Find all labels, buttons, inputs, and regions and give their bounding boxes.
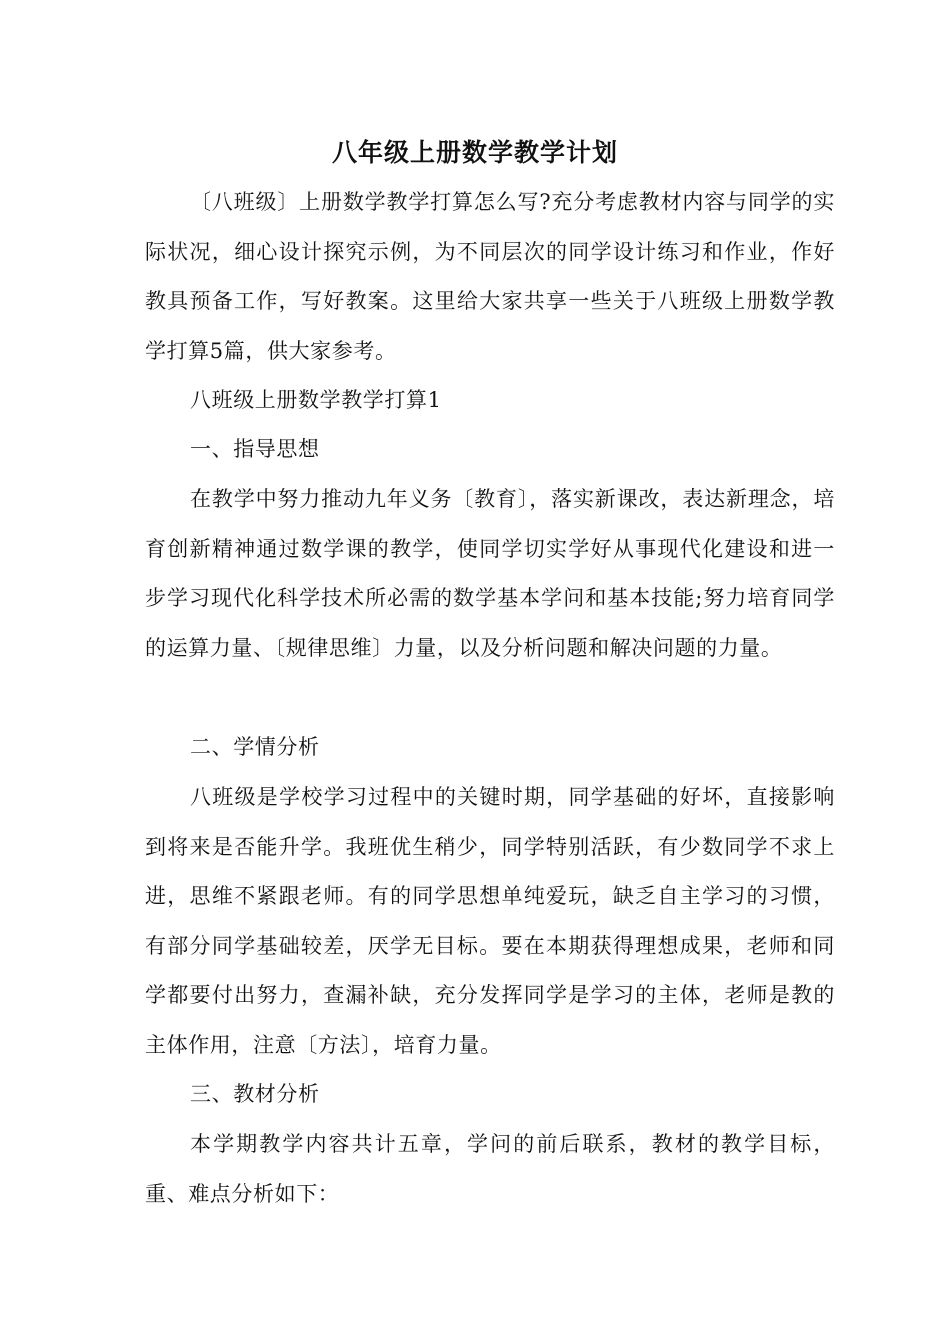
section-body-student-analysis: 八班级是学校学习过程中的关键时期，同学基础的好坏，直接影响到将来是否能升学。我班优生稍少，同学特别活跃，有少数同学不求上进，思维不紧跟老师。有的同学思想单纯爱玩，缺乏自主学习的习惯，有部分同学基础较差，厌学无目标。要在本期获得理想成果，老师和同学都要付出努力，查漏补缺，充分发挥同学是学习的主体，老师是教的主体作用，注意〔方法〕，培育力量。: [145, 785, 835, 1057]
section-body-guiding-thought: 在教学中努力推动九年义务〔教育〕，落实新课改，表达新理念，培育创新精神通过数学课的教学，使同学切实学好从事现代化建设和进一步学习现代化科学技术所必需的数学基本学问和基本技能;努力培育同学的运算力量、〔规律思维〕力量，以及分析问题和解决问题的力量。: [145, 487, 835, 660]
intro-paragraph: 〔八班级〕上册数学教学打算怎么写?充分考虑教材内容与同学的实际状况，细心设计探究示例，为不同层次的同学设计练习和作业，作好教具预备工作，写好教案。这里给大家共享一些关于八班级上册数学教学打算5篇，供大家参考。: [145, 190, 835, 363]
document-title: 八年级上册数学教学计划: [331, 138, 618, 167]
section-heading-student-analysis: 二、学情分析: [190, 735, 320, 759]
section-heading-textbook-analysis: 三、教材分析: [190, 1082, 320, 1106]
plan-heading: 八班级上册数学教学打算1: [190, 388, 442, 412]
section-heading-guiding-thought: 一、指导思想: [190, 437, 320, 461]
section-body-textbook-analysis: 本学期教学内容共计五章，学问的前后联系，教材的教学目标，重、难点分析如下：: [145, 1132, 835, 1206]
